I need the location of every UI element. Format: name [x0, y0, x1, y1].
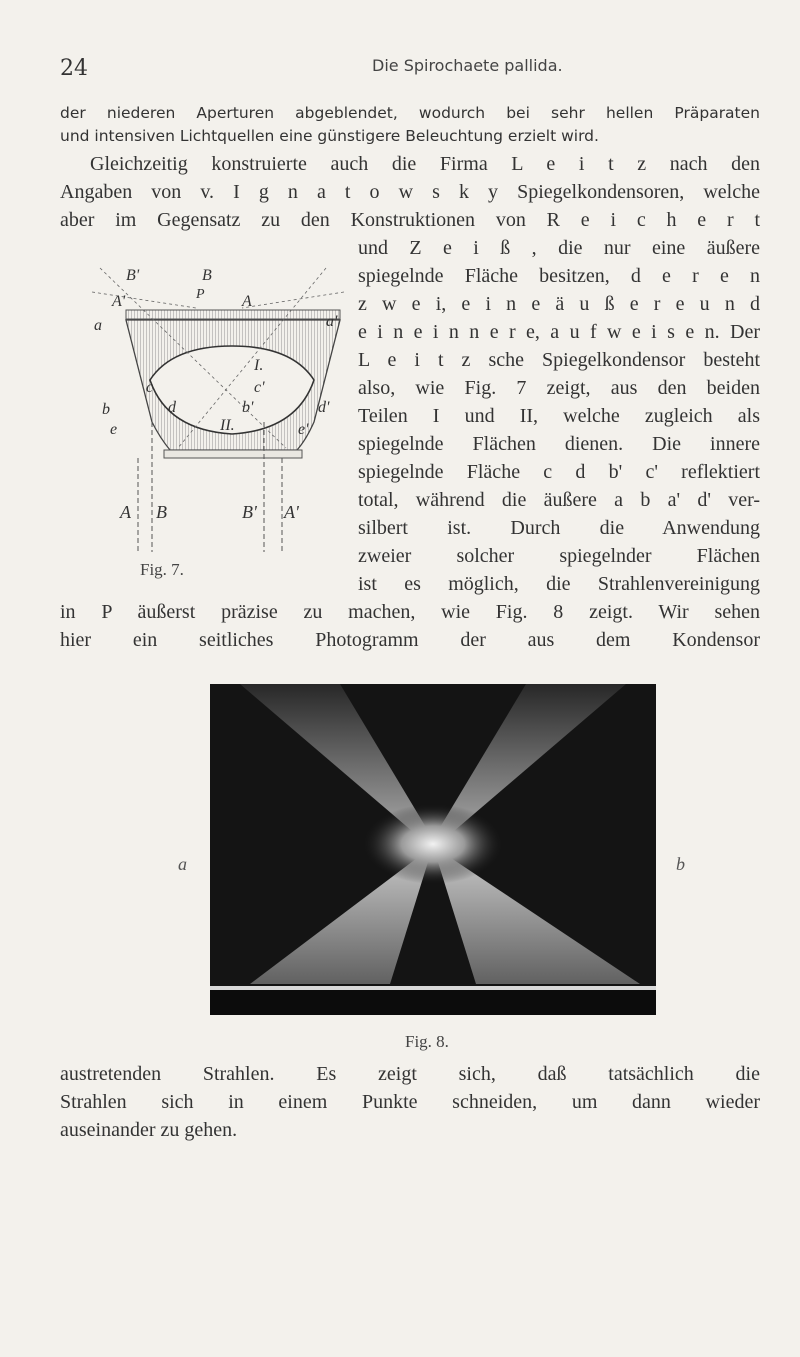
label-p: P: [196, 287, 205, 302]
paragraph-2-right-line-8: spiegelnde Flächen dienen. Die innere: [358, 433, 760, 455]
label-bottom-b-prime: B': [242, 502, 257, 522]
label-small-c: c: [146, 379, 154, 396]
paragraph-3-line-3: auseinander zu gehen.: [60, 1119, 238, 1141]
paragraph-3-line-2: Strahlen sich in einem Punkte schneiden, um dann wieder: [60, 1091, 760, 1113]
label-small-e-prime: e': [298, 421, 309, 438]
label-small-a: a: [94, 317, 102, 334]
label-small-a-prime: a': [326, 313, 338, 330]
paragraph-2-end-line-1: in P äußerst präzise zu machen, wie Fig. 8 zeigt. Wir sehen: [60, 601, 760, 623]
page-number: 24: [60, 56, 88, 81]
paragraph-2-right-line-3: z w e i, e i n e ä u ß e r e u n d: [358, 293, 760, 315]
paragraph-2-end-line-2: hier ein seitliches Photogramm der aus dem Kondensor: [60, 629, 760, 651]
label-bottom-b: B: [156, 502, 167, 522]
label-small-c-prime: c': [254, 379, 265, 396]
label-small-e: e: [110, 421, 118, 438]
label-a: A: [242, 293, 252, 310]
paragraph-2-right-line-7: Teilen I und II, welche zugleich als: [358, 405, 760, 427]
paragraph-2-right-line-11: silbert ist. Durch die Anwendung: [358, 517, 760, 539]
paragraph-2-right-line-10: total, während die äußere a b a' d' ver-: [358, 489, 760, 511]
paragraph-2-right-line-9: spiegelnde Fläche c d b' c' reflektiert: [358, 461, 760, 483]
paragraph-2-right-line-5: L e i t z sche Spiegelkondensor besteht: [358, 349, 760, 371]
paragraph-2-line-3: aber im Gegensatz zu den Konstruktionen von R e i c h e r t: [60, 209, 760, 231]
label-bottom-a: A: [120, 502, 131, 522]
paragraph-1-line-1: der niederen Aperturen abgeblendet, wodurch bei sehr hellen Präparaten: [60, 104, 760, 122]
paragraph-2-right-line-1: und Z e i ß , die nur eine äußere: [358, 237, 760, 259]
label-part-ii: II.: [220, 417, 235, 434]
figure-8-light-rays: [210, 684, 656, 1015]
figure-7-caption: Fig. 7.: [140, 560, 184, 579]
label-b: B: [202, 267, 212, 284]
figure-8-photogram: [210, 684, 656, 1015]
label-a-prime: A': [112, 293, 126, 310]
label-small-d-prime: d': [318, 399, 330, 416]
paragraph-2-right-line-2: spiegelnde Fläche besitzen, d e r e n: [358, 265, 760, 287]
figure-7-condenser-diagram: [92, 262, 344, 582]
label-b-prime: B': [126, 267, 140, 284]
label-small-d: d: [168, 399, 176, 416]
label-small-b: b: [102, 401, 110, 418]
label-bottom-a-prime: A': [284, 502, 299, 522]
paragraph-2-right-line-13: ist es möglich, die Strahlenvereinigung: [358, 573, 760, 595]
paragraph-2-right-line-4: e i n e i n n e r e, a u f w e i s e n. Der: [358, 321, 760, 343]
paragraph-2-right-line-6: also, wie Fig. 7 zeigt, aus den beiden: [358, 377, 760, 399]
figure-8-label-b: b: [676, 854, 685, 874]
running-head: Die Spirochaete pallida.: [372, 56, 563, 75]
paragraph-1-line-2: und intensiven Lichtquellen eine günstigere Beleuchtung erzielt wird.: [60, 127, 599, 145]
label-part-i: I.: [254, 357, 264, 374]
label-small-b-prime: b': [242, 399, 254, 416]
paragraph-3-line-1: austretenden Strahlen. Es zeigt sich, daß tatsächlich die: [60, 1063, 760, 1085]
paragraph-2-line-2: Angaben von v. I g n a t o w s k y Spiegelkondensoren, welche: [60, 181, 760, 203]
paragraph-2-line-1: Gleichzeitig konstruierte auch die Firma L e i t z nach den: [90, 153, 760, 175]
page-header: [60, 56, 760, 82]
figure-8-label-a: a: [178, 854, 187, 874]
figure-8-caption: Fig. 8.: [405, 1032, 449, 1051]
paragraph-2-right-line-12: zweier solcher spiegelnder Flächen: [358, 545, 760, 567]
